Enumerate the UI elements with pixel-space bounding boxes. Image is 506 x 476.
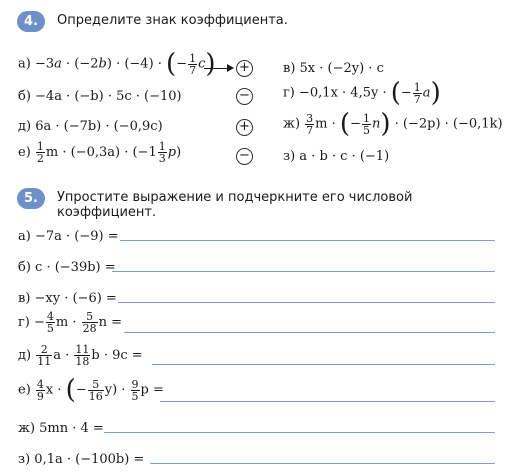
task-4-item-z: з) a · b · c · (−1) [283, 149, 390, 164]
answer-line[interactable] [150, 463, 495, 464]
fraction: $\frac{1}{3}$ [158, 140, 166, 165]
task-4-item-e: е) $\frac{1}{2}$ m · (−0,3a) · (−1 $\frac{1}{3}$ p) [18, 140, 182, 165]
sign-circle-a[interactable]: + [236, 60, 253, 77]
fraction: $\frac{4}{5}$ [46, 310, 54, 335]
answer-line[interactable] [120, 240, 495, 241]
task-5-item-d: д) $\frac{2}{11}$ a · $\frac{11}{18}$ b · 9c = [18, 343, 143, 368]
fraction: $\frac{11}{18}$ [75, 343, 90, 368]
task-5-item-g: г) − $\frac{4}{5}$ m · $\frac{5}{28}$ n = [18, 310, 123, 335]
answer-line[interactable] [112, 271, 495, 272]
item-a-prefix: а) −3 [18, 56, 55, 72]
fraction: $\frac{3}{7}$ [306, 111, 314, 137]
task-4-item-g: г) −0,1x · 4,5y · (− $\frac{1}{7}$ a) [283, 78, 441, 108]
arrow-icon [204, 68, 232, 69]
fraction: $\frac{1}{7}$ [413, 80, 421, 106]
fraction: $\frac{1}{7}$ [189, 51, 197, 77]
task-5-item-zh: ж) 5mn · 4 = [18, 421, 104, 436]
task-5-number: 5. [17, 188, 45, 209]
task-5-item-e: е) $\frac{4}{9}$ x · (− $\frac{5}{16}$ y) · $\frac{9}{5}$ p = [18, 375, 164, 405]
fraction: $\frac{4}{9}$ [36, 377, 44, 403]
task-5-item-b: б) c · (−39b) = [18, 260, 116, 275]
sign-circle-b[interactable]: − [236, 88, 253, 105]
task-4-title: Определите знак коэффициента. [57, 13, 288, 28]
fraction: $\frac{1}{5}$ [362, 111, 370, 137]
answer-line[interactable] [124, 332, 495, 333]
answer-line[interactable] [160, 401, 495, 402]
task-5-item-z: з) 0,1a · (−100b) = [18, 452, 145, 467]
answer-line[interactable] [152, 364, 495, 365]
fraction: $\frac{1}{2}$ [36, 140, 44, 165]
task-5-title: Упростите выражение и подчеркните его числовой коэффициент. [57, 190, 413, 220]
fraction: $\frac{5}{28}$ [82, 310, 97, 335]
item-a-tail: ) · (−4) · [106, 56, 162, 72]
item-a-mid: · (−2 [66, 56, 99, 72]
fraction: $\frac{2}{11}$ [37, 343, 52, 368]
answer-line[interactable] [118, 302, 495, 303]
fraction: $\frac{5}{16}$ [88, 377, 103, 403]
task-4-number: 4. [17, 11, 45, 32]
answer-line[interactable] [104, 432, 495, 433]
sign-circle-e[interactable]: − [236, 148, 253, 165]
task-5-item-a: а) −7a · (−9) = [18, 229, 119, 244]
fraction: $\frac{9}{5}$ [131, 377, 139, 403]
task-4-item-d: д) 6a · (−7b) · (−0,9c) [18, 119, 163, 134]
sign-circle-d[interactable]: + [236, 119, 253, 136]
task-4-item-a: а) −3a · (−2b) · (−4) · (− $\frac{1}{7}$ c) [18, 49, 216, 79]
task-4-item-b: б) −4a · (−b) · 5c · (−10) [18, 89, 182, 104]
task-4-item-v: в) 5x · (−2y) · c [283, 61, 384, 76]
task-4-item-zh: ж) $\frac{3}{7}$ m · (− $\frac{1}{5}$ n) · (−2p) · (−0,1k) [283, 109, 503, 139]
task-5-item-v: в) −xy · (−6) = [18, 291, 117, 306]
